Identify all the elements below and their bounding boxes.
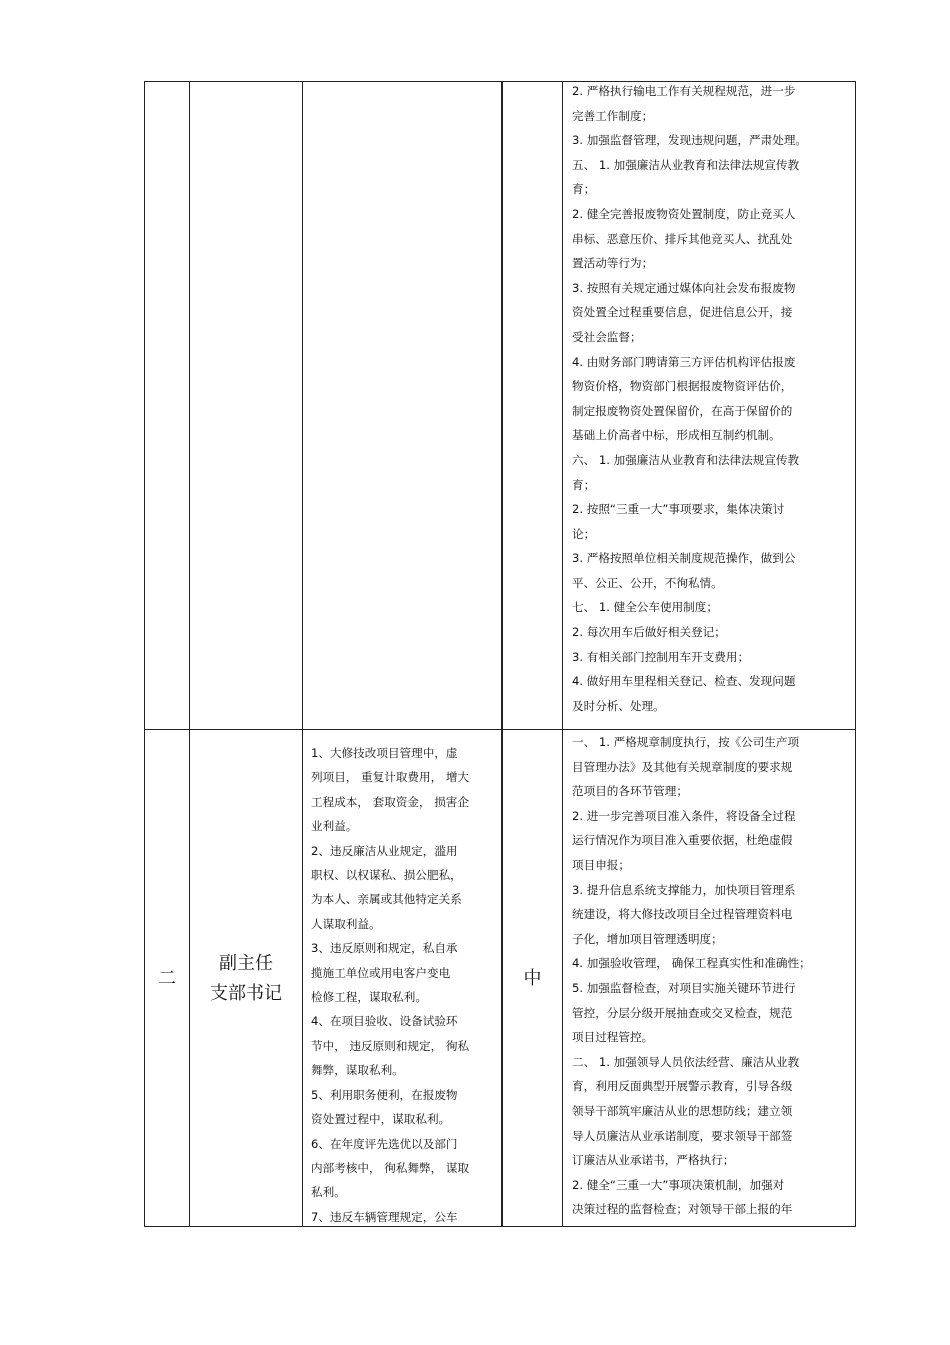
risk-line: 5、利用职务便利，在报废物 [311, 1087, 458, 1102]
measure-line: 物资价格，物资部门根据报废物资评估价， [572, 379, 793, 394]
risk-line: 私利。 [311, 1185, 346, 1200]
measure-line: 4. 由财务部门聘请第三方评估机构评估报废 [572, 354, 796, 369]
measure-line: 订廉洁从业承诺书，严格执行； [572, 1153, 735, 1168]
measure-line: 子化，增加项目管理透明度； [572, 931, 723, 946]
risk-line: 人谋取利益。 [311, 916, 381, 931]
measure-line: 导人员廉洁从业承诺制度，要求领导干部签 [572, 1128, 793, 1143]
risk-line: 资处置过程中，谋取私利。 [311, 1112, 451, 1127]
measure-line: 七、 1. 健全公车使用制度； [572, 600, 718, 615]
measure-line: 项目过程管控。 [572, 1030, 654, 1045]
measure-line: 资处置全过程重要信息，促进信息公开，接 [572, 305, 793, 320]
risk-level-text: 中 [523, 968, 542, 989]
risk-line: 为本人、亲属或其他特定关系 [311, 892, 462, 907]
measure-line: 3. 按照有关规定通过媒体向社会发布报废物 [572, 280, 796, 295]
measure-line: 3. 严格按照单位相关制度规范操作，做到公 [572, 551, 796, 566]
measure-line: 六、 1. 加强廉洁从业教育和法律法规宣传教 [572, 452, 800, 467]
row2-level [503, 731, 562, 1227]
measure-line: 目管理办法》及其他有关规章制度的要求规 [572, 759, 793, 774]
measure-line: 基础上价高者中标，形成相互制约机制。 [572, 428, 781, 443]
measure-line: 完善工作制度； [572, 108, 654, 123]
risk-line: 列项目， 重复计取费用， 增大 [311, 770, 470, 785]
risk-line: 节中， 违反原则和规定， 徇私 [311, 1038, 470, 1053]
row2-index [145, 731, 189, 1227]
measure-line: 2. 进一步完善项目准入条件，将设备全过程 [572, 808, 796, 823]
measure-line: 论； [572, 526, 596, 541]
risk-line: 3、违反原则和规定，私自承 [311, 941, 458, 956]
risk-line: 6、在年度评先选优以及部门 [311, 1136, 458, 1151]
measure-line: 4. 做好用车里程相关登记、检查、发现问题 [572, 674, 796, 689]
risk-line: 4、在项目验收、设备试验环 [311, 1014, 458, 1029]
measure-line: 二、 1. 加强领导人员依法经营、廉洁从业教 [572, 1054, 800, 1069]
risk-line: 业利益。 [311, 819, 358, 834]
measure-line: 统建设，将大修技改项目全过程管理资料电 [572, 907, 793, 922]
risk-line: 7、违反车辆管理规定，公车 [311, 1209, 458, 1224]
risk-line: 揽施工单位或用电客户变电 [311, 965, 451, 980]
measure-line: 3. 有相关部门控制用车开支费用； [572, 649, 750, 664]
risk-line: 2、违反廉洁从业规定，滥用 [311, 843, 458, 858]
measure-line: 一、 1. 严格规章制度执行，按《公司生产项 [572, 735, 800, 749]
col-divider [562, 82, 563, 1226]
measure-line: 5. 加强监督检查，对项目实施关键环节进行 [572, 980, 796, 995]
risk-line: 1、大修技改项目管理中，虚 [311, 746, 458, 760]
measure-line: 五、 1. 加强廉洁从业教育和法律法规宣传教 [572, 157, 800, 172]
measure-line: 4. 加强验收管理， 确保工程真实性和准确性； [572, 956, 811, 971]
measure-line: 项目申报； [572, 857, 630, 872]
measure-line: 决策过程的监督检查；对领导干部上报的年 [572, 1202, 793, 1217]
row2-measures-cell [572, 730, 857, 1222]
col-divider [302, 82, 303, 1226]
row2-position [190, 731, 302, 1227]
measure-line: 制定报废物资处置保留价，在高于保留价的 [572, 403, 793, 418]
measure-line: 管控，分层分级开展抽查或交叉检查，规范 [572, 1005, 793, 1020]
measure-line: 2. 按照“三重一大”事项要求，集体决策讨 [572, 502, 785, 517]
position-line2: 支部书记 [210, 983, 282, 1004]
measure-line: 2. 健全完善报废物资处置制度，防止竞买人 [572, 206, 796, 221]
row2-index-text: 二 [158, 968, 176, 989]
risk-line: 检修工程，谋取私利。 [311, 990, 427, 1005]
measure-line: 3. 提升信息系统支撑能力，加快项目管理系 [572, 882, 796, 897]
measure-line: 范项目的各环节管理； [572, 784, 688, 799]
measure-line: 领导干部筑牢廉洁从业的思想防线；建立领 [572, 1103, 793, 1118]
measure-line: 2. 健全“三重一大”事项决策机制，加强对 [572, 1177, 785, 1192]
measure-line: 受社会监督； [572, 329, 642, 344]
measure-line: 育； [572, 477, 596, 492]
measure-line: 育，利用反面典型开展警示教育，引导各级 [572, 1079, 793, 1094]
risk-line: 工程成本， 套取资金， 损害企 [311, 794, 470, 809]
measure-line: 串标、恶意压价、排斥其他竞买人、扰乱处 [572, 231, 793, 246]
risk-line: 职权、以权谋私、损公肥私， [311, 868, 462, 883]
measure-line: 及时分析、处理。 [572, 698, 665, 713]
measure-line: 置活动等行为； [572, 256, 654, 271]
risk-line: 内部考核中， 徇私舞弊， 谋取 [311, 1160, 470, 1175]
measure-line: 2. 每次用车后做好相关登记； [572, 625, 726, 640]
position-line1: 副主任 [219, 953, 273, 974]
measure-line: 运行情况作为项目准入重要依据，杜绝虚假 [572, 833, 793, 848]
measure-line: 育； [572, 182, 596, 197]
row1-measures-cell [572, 79, 857, 718]
risk-line: 舞弊，谋取私利。 [311, 1063, 404, 1078]
risk-table [144, 81, 856, 1227]
measure-line: 2. 严格执行输电工作有关规程规范，进一步 [572, 84, 796, 98]
measure-line: 3. 加强监督管理，发现违规问题，严肃处理。 [572, 133, 808, 148]
measure-line: 平、公正、公开，不徇私情。 [572, 575, 723, 590]
row2-risks-cell [311, 741, 501, 1229]
